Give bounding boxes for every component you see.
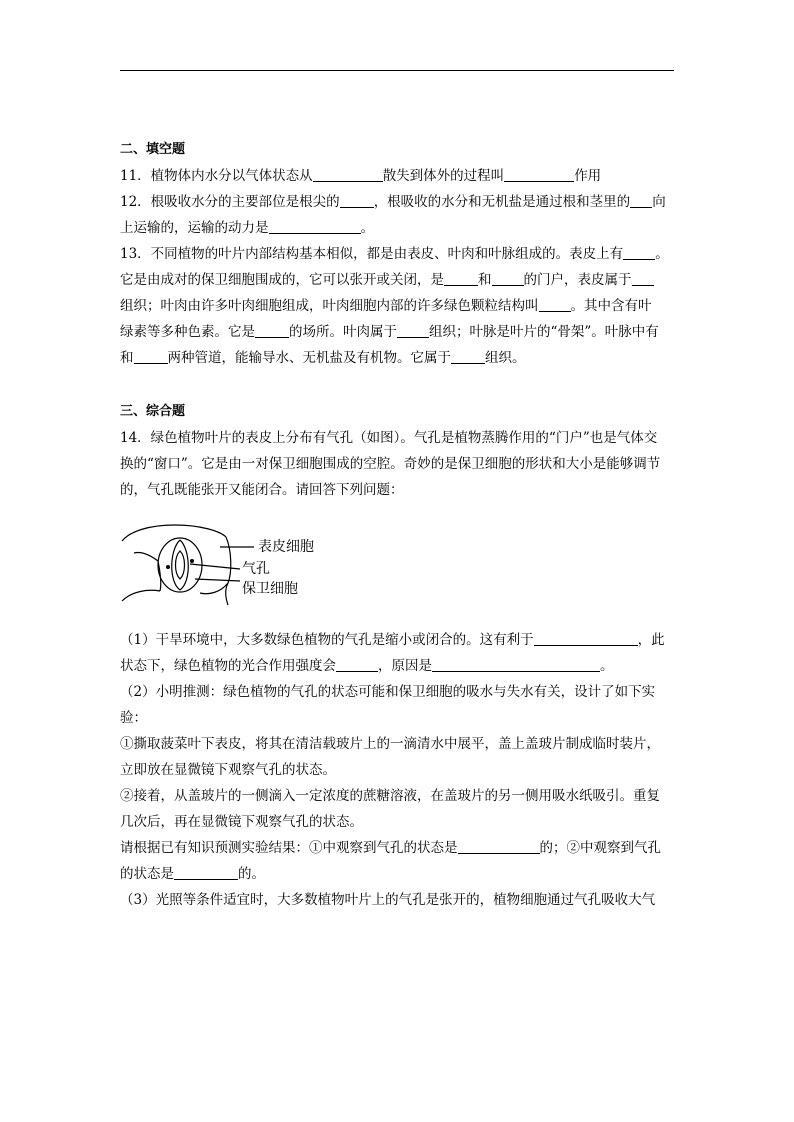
header-rule bbox=[120, 70, 674, 71]
answer-blank[interactable] bbox=[174, 865, 238, 880]
part-2-line-3: ①撕取菠菜叶下表皮，将其在清洁载玻片上的一滴清水中展平，盖上盖玻片制成临时装片， bbox=[120, 736, 660, 752]
question-12-line-1 bbox=[120, 189, 674, 215]
answer-blank[interactable] bbox=[444, 271, 478, 286]
q12-text: 向 bbox=[652, 194, 666, 210]
question-14-line-2: 换的“窗口”。它是由一对保卫细胞围成的空腔。奇妙的是保卫细胞的形状和大小是能够调节 bbox=[120, 456, 661, 472]
q13-text: 组织；叶脉是叶片的“骨架”。叶脉中有 bbox=[429, 324, 659, 340]
q13-text: 两种管道，能输导水、无机盐及有机物。它属于 bbox=[167, 350, 451, 366]
answer-blank[interactable] bbox=[539, 297, 571, 312]
section-title-comprehensive: 三、综合题 bbox=[120, 404, 186, 419]
part-2-text: 的；②中观察到气孔 bbox=[539, 840, 661, 856]
answer-blank[interactable] bbox=[451, 349, 485, 364]
answer-blank[interactable] bbox=[340, 193, 374, 208]
q13-text: 它是由成对的保卫细胞围成的，它可以张开或关闭，是 bbox=[120, 272, 444, 288]
q13-text: 和 bbox=[478, 272, 492, 288]
q13-text: 组织。 bbox=[485, 350, 526, 366]
question-14-line-3: 的，气孔既能张开又能闭合。请回答下列问题： bbox=[120, 482, 404, 498]
part-2-line-1: （2）小明推测：绿色植物的气孔的状态可能和保卫细胞的吸水与失水有关，设计了如下实 bbox=[120, 684, 656, 700]
part-2-line-8 bbox=[120, 861, 674, 887]
stoma-figure bbox=[120, 521, 340, 607]
label-guard-cell: 保卫细胞 bbox=[242, 581, 298, 597]
stoma-pore bbox=[176, 551, 185, 579]
answer-blank[interactable] bbox=[632, 271, 654, 286]
label-leader-line bbox=[190, 564, 240, 569]
question-14-line-1: 14．绿色植物叶片的表皮上分布有气孔（如图）。气孔是植物蒸腾作用的“门户”也是气体交 bbox=[120, 430, 658, 446]
part-1-line-2 bbox=[120, 653, 674, 679]
part-2-line-5: ②接着，从盖玻片的一侧滴入一定浓度的蔗糖溶液，在盖玻片的另一侧用吸水纸吸引。重复 bbox=[120, 788, 660, 804]
question-13-line-2 bbox=[120, 267, 674, 293]
q11-text-c: 作用 bbox=[574, 168, 602, 184]
epidermal-cell-outline bbox=[226, 583, 228, 605]
label-stoma: 气孔 bbox=[242, 561, 270, 577]
part-2-line-6: 几次后，再在显微镜下观察气孔的状态。 bbox=[120, 814, 363, 830]
q13-text: 。 bbox=[655, 246, 669, 262]
part-1-text: （1）干旱环境中，大多数绿色植物的气孔是缩小或闭合的。这有利于 bbox=[120, 632, 534, 648]
q12-text: 12．根吸收水分的主要部位是根尖的 bbox=[120, 194, 340, 210]
q13-text: 13．不同植物的叶片内部结构基本相似，都是由表皮、叶肉和叶脉组成的。表皮上有 bbox=[120, 246, 624, 262]
epidermal-cell-outline bbox=[134, 552, 158, 561]
label-leader-line bbox=[195, 579, 240, 581]
q13-text: 的门户，表皮属于 bbox=[523, 272, 632, 288]
part-1-text: ，原因是 bbox=[378, 658, 432, 674]
answer-blank[interactable] bbox=[504, 167, 574, 182]
epidermal-cell-outline bbox=[200, 583, 228, 594]
answer-blank[interactable] bbox=[134, 349, 168, 364]
q13-text: 的场所。叶肉属于 bbox=[289, 324, 397, 340]
part-1-line-1 bbox=[120, 627, 674, 653]
part-2-line-2: 验： bbox=[120, 710, 147, 726]
q12-text: 。 bbox=[360, 220, 374, 236]
stoma-diagram bbox=[120, 521, 340, 607]
q13-text: 和 bbox=[120, 350, 134, 366]
question-13-line-3 bbox=[120, 293, 674, 319]
part-3-line-1: （3）光照等条件适宜时，大多数植物叶片上的气孔是张开的，植物细胞通过气孔吸收大气 bbox=[120, 892, 656, 908]
answer-blank[interactable] bbox=[492, 271, 524, 286]
answer-blank[interactable] bbox=[534, 631, 638, 646]
q13-text: 。其中含有叶 bbox=[570, 298, 652, 314]
q13-text: 绿素等多种色素。它是 bbox=[120, 324, 255, 340]
document-body bbox=[120, 137, 674, 913]
part-2-line-4: 立即放在显微镜下观察气孔的状态。 bbox=[120, 762, 336, 778]
answer-blank[interactable] bbox=[432, 657, 600, 672]
q13-text: 组织；叶肉由许多叶肉细胞组成，叶肉细胞内部的许多绿色颗粒结构叫 bbox=[120, 298, 539, 314]
q12-text: ，根吸收的水分和无机盐是通过根和茎里的 bbox=[373, 194, 631, 210]
answer-blank[interactable] bbox=[397, 323, 429, 338]
answer-blank[interactable] bbox=[313, 167, 383, 182]
question-12-line-2 bbox=[120, 215, 674, 241]
part-2-text: 的状态是 bbox=[120, 866, 174, 882]
part-2-text: 请根据已有知识预测实验结果：①中观察到气孔的状态是 bbox=[120, 840, 458, 856]
part-1-text: 状态下，绿色植物的光合作用强度会 bbox=[120, 658, 336, 674]
section-title-fill-in: 二、填空题 bbox=[120, 142, 186, 157]
chloroplast-dot bbox=[190, 559, 194, 563]
answer-blank[interactable] bbox=[623, 245, 655, 260]
label-epidermal-cell: 表皮细胞 bbox=[258, 539, 314, 555]
epidermal-cell-outline bbox=[122, 590, 160, 601]
answer-blank[interactable] bbox=[630, 193, 652, 208]
answer-blank[interactable] bbox=[336, 657, 378, 672]
answer-blank[interactable] bbox=[255, 323, 289, 338]
part-2-text: 的。 bbox=[238, 866, 265, 882]
part-1-text: 。 bbox=[600, 658, 614, 674]
question-13-line-5 bbox=[120, 345, 674, 371]
answer-blank[interactable] bbox=[269, 219, 361, 234]
question-13-line-4 bbox=[120, 319, 674, 345]
q11-text-b: 散失到体外的过程叫 bbox=[382, 168, 505, 184]
epidermal-cell-outline bbox=[226, 537, 231, 583]
part-2-line-7 bbox=[120, 835, 674, 861]
q11-text-a: 11．植物体内水分以气体状态从 bbox=[120, 168, 313, 184]
part-1-text: ，此 bbox=[637, 632, 665, 648]
question-13-line-1 bbox=[120, 241, 674, 267]
answer-blank[interactable] bbox=[458, 839, 540, 854]
chloroplast-dot bbox=[166, 565, 170, 569]
q12-text: 上运输的，运输的动力是 bbox=[120, 220, 269, 236]
question-11 bbox=[120, 163, 674, 189]
